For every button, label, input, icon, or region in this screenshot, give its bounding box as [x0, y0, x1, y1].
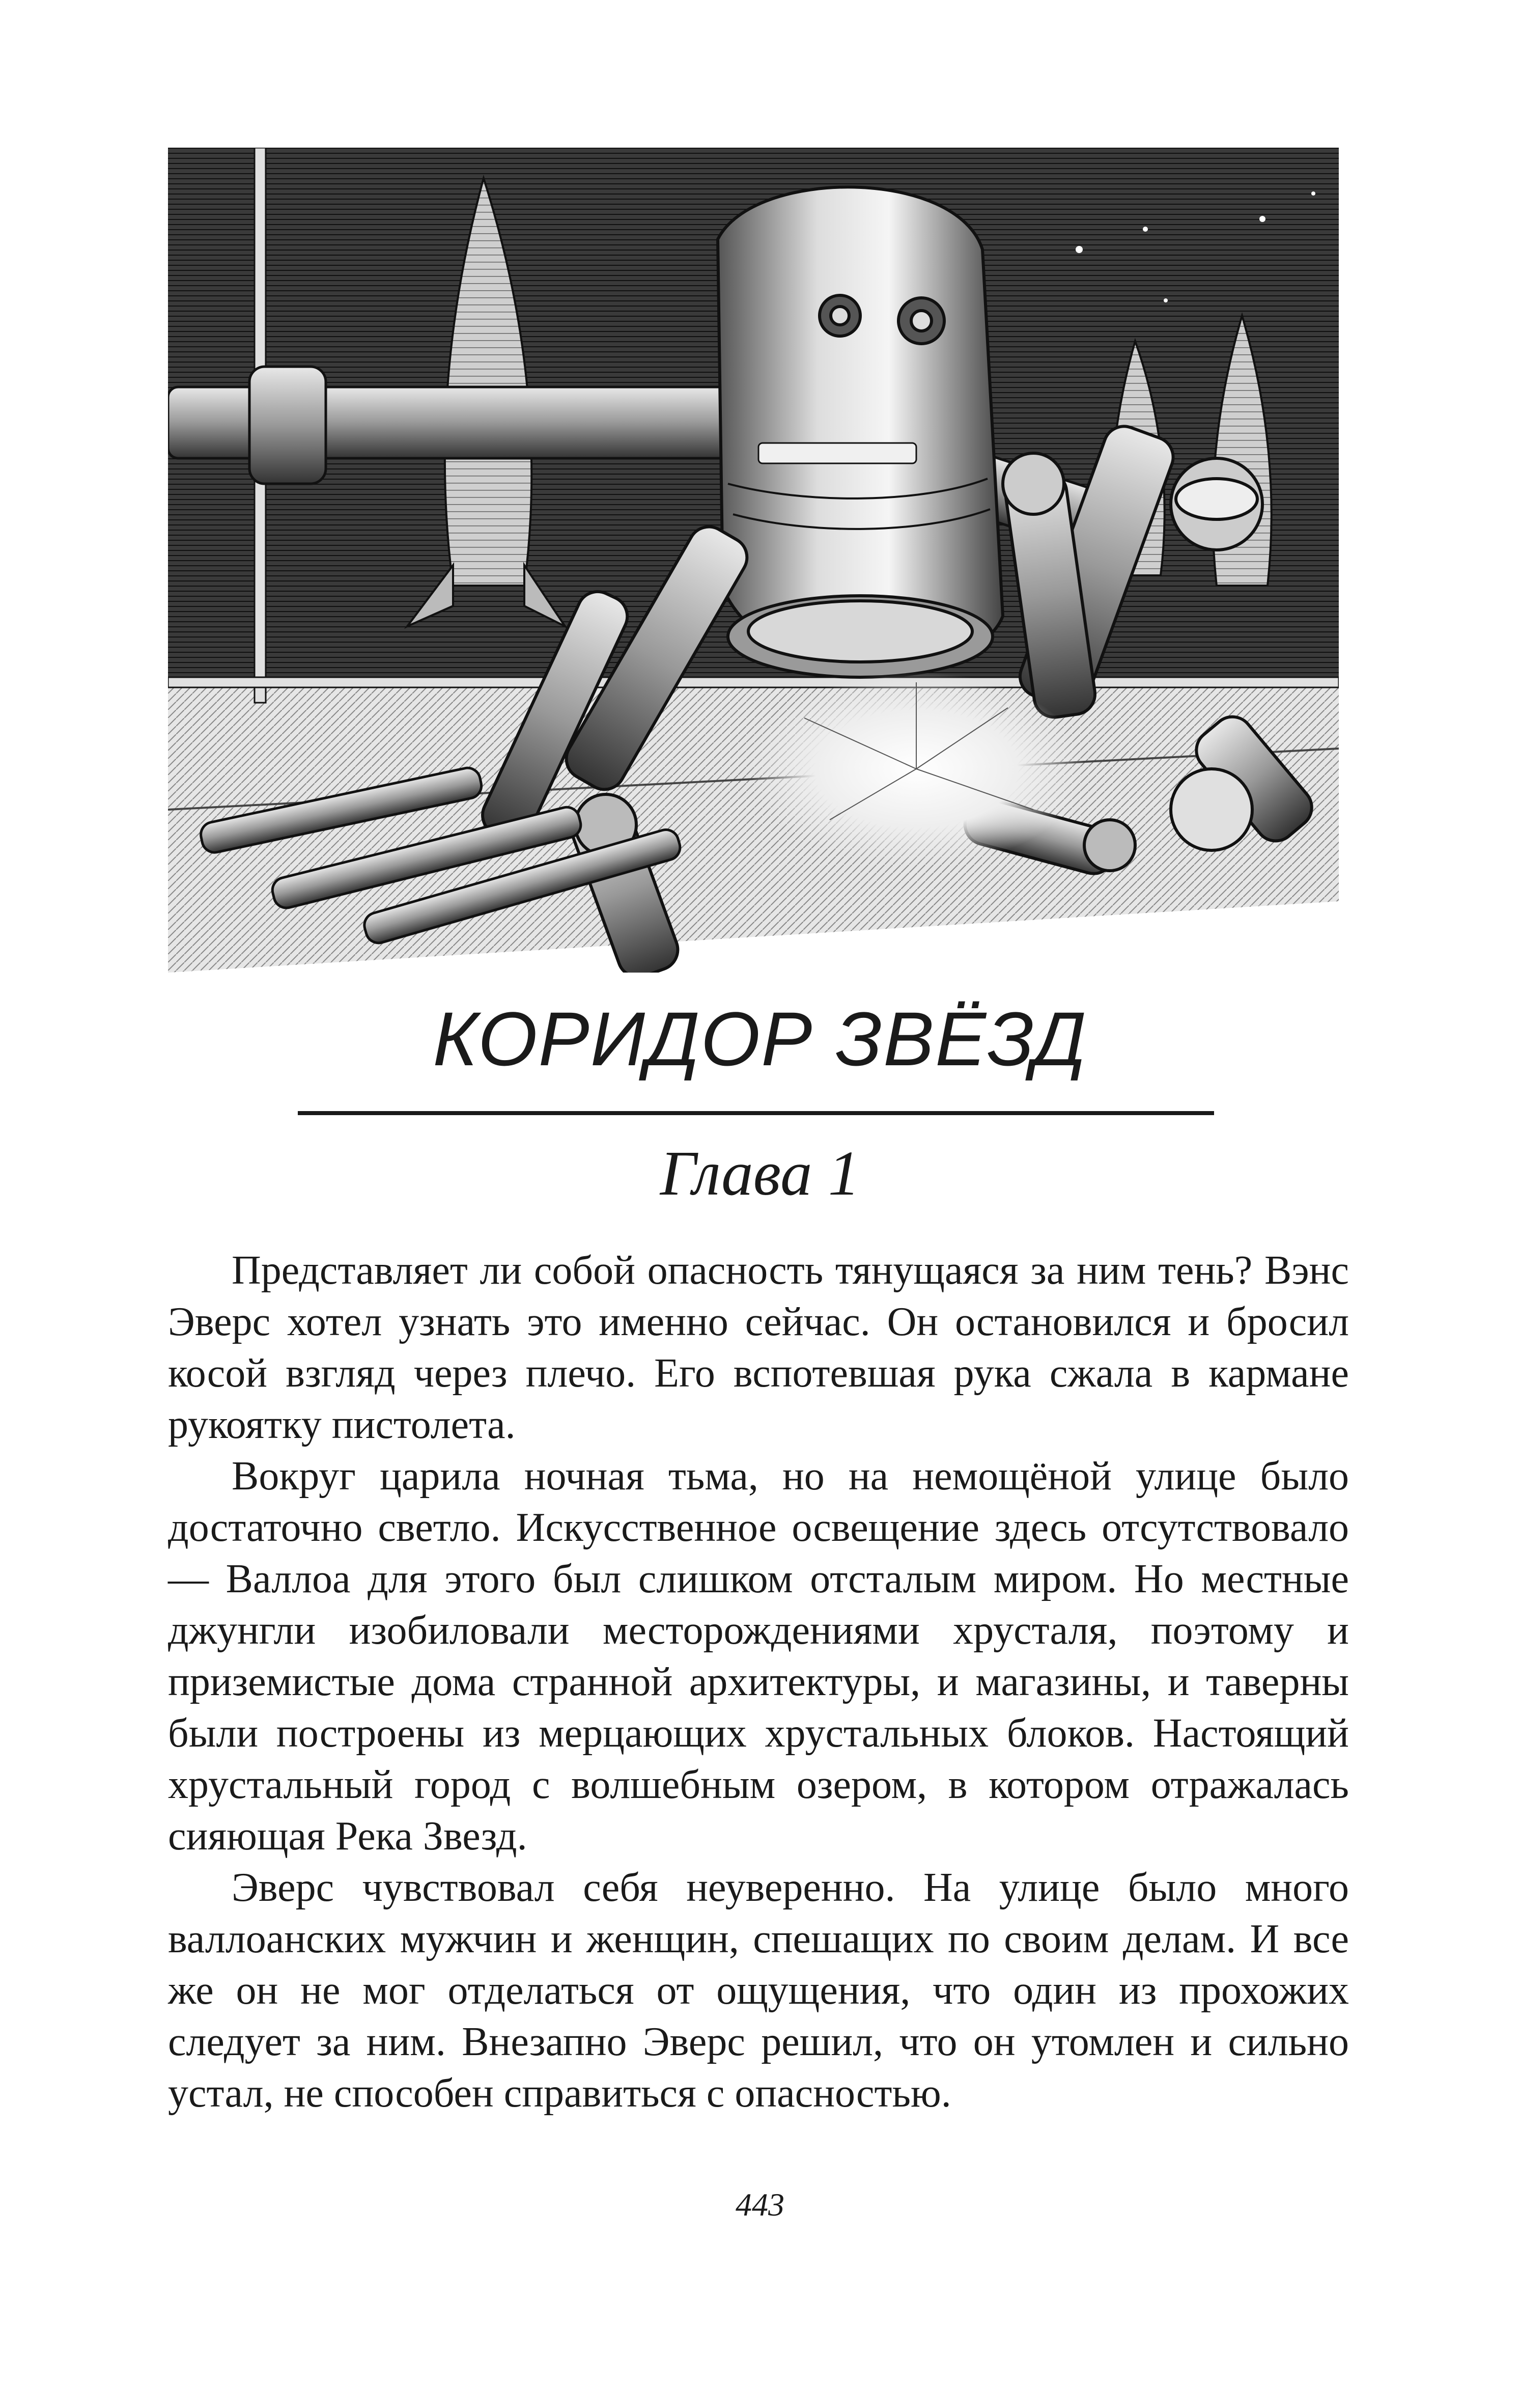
robot-illustration [168, 148, 1339, 973]
chapter-title: КОРИДОР ЗВЁЗД [433, 996, 1087, 1082]
robot-illustration-icon [168, 148, 1339, 973]
paragraph-1: Представляет ли собой опасность тянущаяся за ним тень? Вэнс Эверс хотел узнать это именно сейчас. Он остановился и бросил косой взгляд через плечо. Его вспотевшая рука сжала в кармане рукоятку пистолета. [168, 1248, 1349, 1447]
title-rule [298, 1111, 1214, 1115]
body-text [168, 1245, 1349, 2119]
paragraph-3: Эверс чувствовал себя неуверенно. На улице было много валлоанских мужчин и женщин, спешащих по своим делам. И все же он не мог отделаться от ощущения, что один из прохожих следует за ним. Внезапно Эверс решил, что он утомлен и сильно устал, не способен справиться с опасностью. [168, 1865, 1349, 2116]
paragraph-2: Вокруг царила ночная тьма, но на немощёной улице было достаточно светло. Искусственное освещение здесь отсутствовало — Валлоа для этого был слишком отсталым миром. Но местные джунгли изобиловали месторождениями хрусталя, поэтому и приземистые дома странной архитектуры, и магазины, и таверны были построены из мерцающих хрустальных блоков. Настоящий хрустальный город с волшебным озером, в котором отражалась сияющая Река Звезд. [168, 1454, 1349, 1859]
page-number: 443 [736, 2186, 784, 2223]
chapter-subtitle: Глава 1 [660, 1139, 860, 1209]
